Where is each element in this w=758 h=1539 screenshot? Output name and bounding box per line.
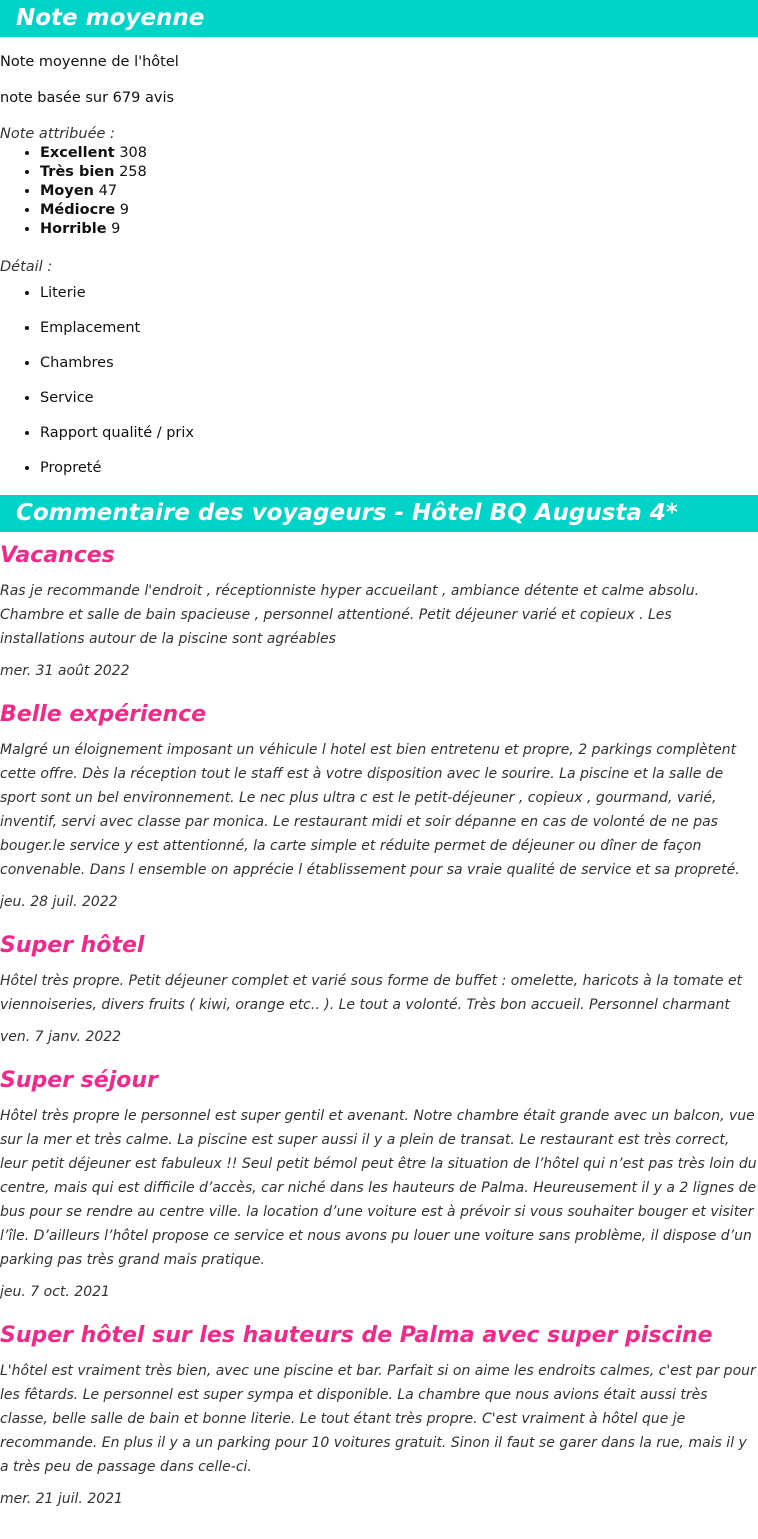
review-body: Hôtel très propre le personnel est super gentil et avenant. Notre chambre était grande avec un balcon, vue sur la mer et très calme. La piscine est super aussi il y a plein de transat. Le restaurant est très correct, leur petit déjeuner est fabuleux !! Seul petit bémol peut être la situation de l’hôtel qui n’est pas très loin du centre, mais qui est difficile d’accès, car niché dans les hauteurs de Palma. Heureusement il y a 2 lignes de bus pour se rendre au centre ville. la location d’une voiture est à prévoir si vous souhaiter bouger et visiter l’île. D’ailleurs l’hôtel propose ce service et nous avons pu louer une voiture sans problème, il dispose d’un parking pas très grand mais pratique. xyxy=(0,1108,757,1268)
review-body: Hôtel très propre. Petit déjeuner complet et varié sous forme de buffet : omelette, haricots à la tomate et viennoiseries, divers fruits ( kiwi, orange etc.. ). Le tout a volonté. Très bon accueil. Personnel charmant xyxy=(0,973,743,1013)
review-title: Super hôtel sur les hauteurs de Palma avec super piscine xyxy=(0,1323,713,1348)
rating-count-item xyxy=(40,201,758,220)
detail-item-rapport-qualite-prix: • Rapport qualité / prix xyxy=(40,416,758,451)
rating-count-item xyxy=(40,220,758,239)
review-body: L'hôtel est vraiment très bien, avec une piscine et bar. Parfait si on aime les endroits calmes, c'est par pour les fêtards. Le personnel est super sympa et disponible. La chambre que nous avions était aussi très classe, belle salle de bain et bonne literie. Le tout étant très propre. C'est vraiment à hôtel que je recommande. En plus il y a un parking pour 10 voitures gratuit. Sinon il faut se garer dans la rue, mais il y a très peu de passage dans celle-ci. xyxy=(0,1363,756,1475)
rating-count-label: Très bien xyxy=(40,164,115,180)
rating-given-label: Note attribuée : xyxy=(0,126,115,142)
review-item xyxy=(0,691,758,922)
detail-item-emplacement: • Emplacement xyxy=(40,311,758,346)
reviews-count-label: note basée sur 679 avis xyxy=(0,90,175,106)
review-date: ven. 7 janv. 2022 xyxy=(0,1029,122,1045)
rating-count-value: 258 xyxy=(119,164,147,180)
review-date: jeu. 7 oct. 2021 xyxy=(0,1284,110,1300)
review-date: mer. 31 août 2022 xyxy=(0,663,130,679)
rating-count-value: 9 xyxy=(119,202,129,218)
detail-item-proprete: • Propreté xyxy=(40,451,758,486)
rating-count-value: 9 xyxy=(111,221,121,237)
review-item xyxy=(0,922,758,1057)
review-title: Super séjour xyxy=(0,1068,158,1093)
rating-count-item xyxy=(40,163,758,182)
review-item xyxy=(0,1312,758,1519)
rating-counts-list xyxy=(0,144,758,239)
rating-count-label: Médiocre xyxy=(40,202,116,218)
review-body: Ras je recommande l'endroit , réceptionniste hyper accueilant , ambiance détente et calme absolu. Chambre et salle de bain spacieuse , personnel attentioné. Petit déjeuner varié et copieux . Les installations autour de la piscine sont agréables xyxy=(0,583,700,647)
review-date: mer. 21 juil. 2021 xyxy=(0,1491,123,1507)
rating-details-list xyxy=(0,276,758,486)
detail-item-chambres: • Chambres xyxy=(40,346,758,381)
detail-label: Détail : xyxy=(0,259,53,275)
review-date: jeu. 28 juil. 2022 xyxy=(0,894,118,910)
review-item xyxy=(0,532,758,691)
detail-item-service: • Service xyxy=(40,381,758,416)
rating-section-header: Note moyenne xyxy=(0,0,758,37)
rating-count-label: Horrible xyxy=(40,221,107,237)
hotel-rating-label: Note moyenne de l'hôtel xyxy=(0,54,179,70)
rating-count-value: 308 xyxy=(119,145,148,161)
review-item xyxy=(0,1057,758,1312)
reviews-section-header: Commentaire des voyageurs - Hôtel BQ Augusta 4* xyxy=(0,495,758,532)
review-title: Belle expérience xyxy=(0,702,207,727)
reviews-list xyxy=(0,532,758,1519)
rating-count-value: 47 xyxy=(98,183,118,199)
review-body: Malgré un éloignement imposant un véhicule l hotel est bien entretenu et propre, 2 parkings complètent cette offre. Dès la réception tout le staff est à votre disposition avec le sourire. La piscine et la salle de sport sont un bel environnement. Le nec plus ultra c est le petit-déjeuner , copieux , gourmand, varié, inventif, servi avec classe par monica. Le restaurant midi et soir dépanne en cas de volonté de ne pas bouger.le service y est attentionné, la carte simple et réduite permet de déjeuner ou dîner de façon convenable. Dans l ensemble on apprécie l établissement pour sa vraie qualité de service et sa propreté. xyxy=(0,742,740,878)
detail-item-literie: • Literie xyxy=(40,276,758,311)
rating-count-item xyxy=(40,144,758,163)
rating-block xyxy=(0,37,758,495)
rating-count-label: Moyen xyxy=(40,183,94,199)
review-title: Vacances xyxy=(0,543,115,568)
review-title: Super hôtel xyxy=(0,933,145,958)
rating-count-item xyxy=(40,182,758,201)
rating-count-label: Excellent xyxy=(40,145,115,161)
